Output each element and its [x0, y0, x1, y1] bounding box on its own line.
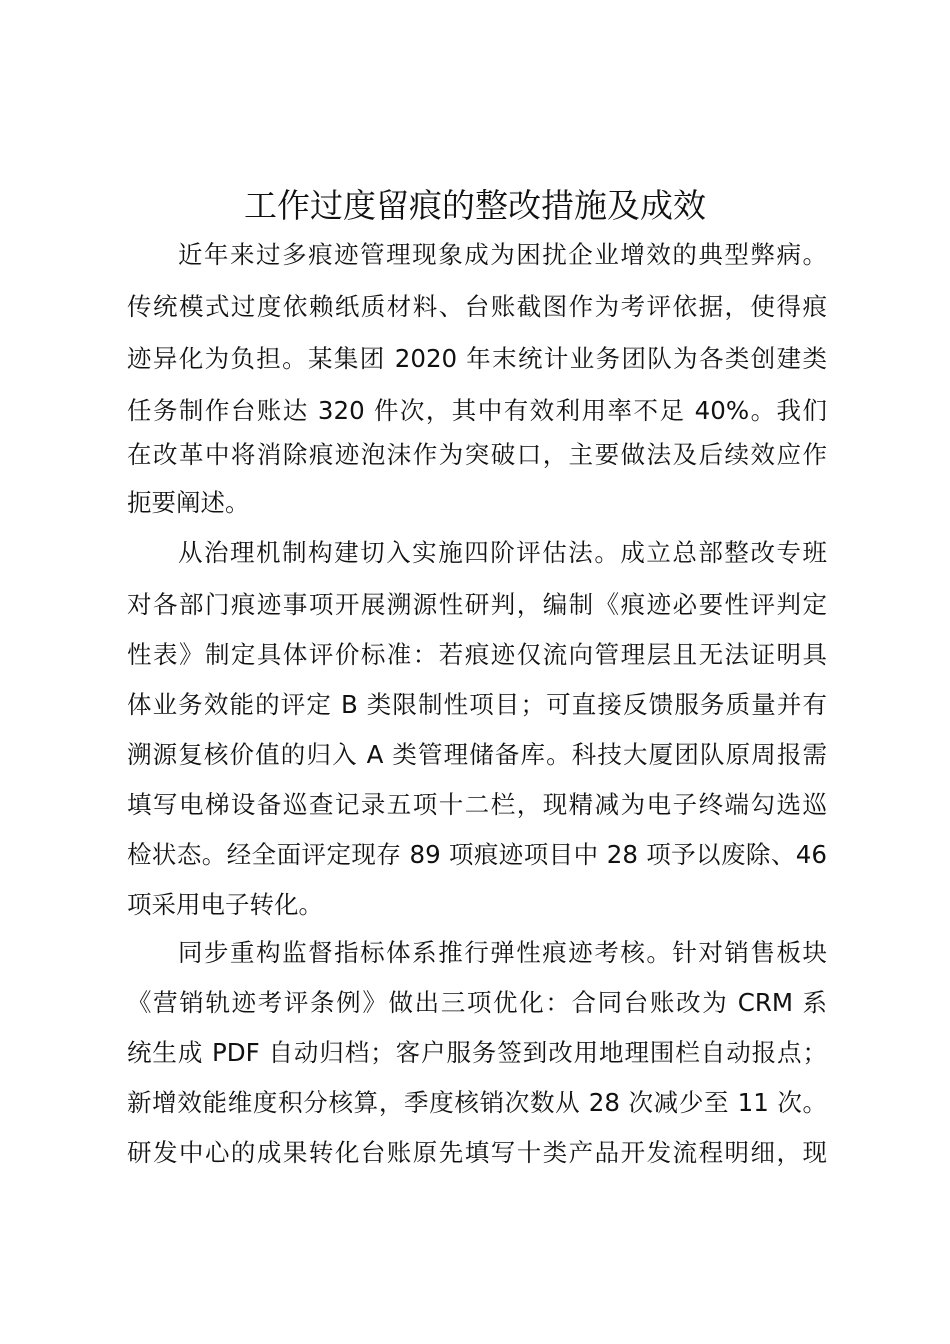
paragraph-line: 体业务效能的评定 B 类限制性项目；可直接反馈服务质量并有 — [127, 690, 827, 719]
paragraph-line: 从治理机制构建切入实施四阶评估法。成立总部整改专班 — [178, 538, 827, 567]
paragraph-line: 检状态。经全面评定现存 89 项痕迹项目中 28 项予以废除、46 — [127, 840, 827, 869]
paragraph-line: 《营销轨迹考评条例》做出三项优化：合同台账改为 CRM 系 — [127, 988, 827, 1017]
paragraph-line: 填写电梯设备巡查记录五项十二栏，现精减为电子终端勾选巡 — [127, 790, 827, 819]
paragraph-line: 性表》制定具体评价标准：若痕迹仅流向管理层且无法证明具 — [127, 640, 827, 669]
paragraph-line: 研发中心的成果转化台账原先填写十类产品开发流程明细，现 — [127, 1138, 827, 1167]
paragraph-line: 在改革中将消除痕迹泡沫作为突破口，主要做法及后续效应作 — [127, 440, 827, 469]
paragraph-line: 统生成 PDF 自动归档；客户服务签到改用地理围栏自动报点； — [127, 1038, 827, 1067]
paragraph-line: 溯源复核价值的归入 A 类管理储备库。科技大厦团队原周报需 — [127, 740, 827, 769]
document-title: 工作过度留痕的整改措施及成效 — [244, 186, 706, 225]
paragraph-line: 迹异化为负担。某集团 2020 年末统计业务团队为各类创建类 — [127, 344, 827, 373]
paragraph-line: 新增效能维度积分核算，季度核销次数从 28 次减少至 11 次。 — [127, 1088, 827, 1117]
paragraph-line: 任务制作台账达 320 件次，其中有效利用率不足 40%。我们 — [127, 396, 827, 425]
paragraph-line: 项采用电子转化。 — [127, 890, 323, 919]
paragraph-line: 传统模式过度依赖纸质材料、台账截图作为考评依据，使得痕 — [127, 292, 827, 321]
paragraph-line: 对各部门痕迹事项开展溯源性研判，编制《痕迹必要性评判定 — [127, 590, 827, 619]
paragraph-line: 扼要阐述。 — [127, 488, 250, 517]
paragraph-line: 同步重构监督指标体系推行弹性痕迹考核。针对销售板块 — [178, 938, 827, 967]
paragraph-line: 近年来过多痕迹管理现象成为困扰企业增效的典型弊病。 — [178, 240, 827, 269]
